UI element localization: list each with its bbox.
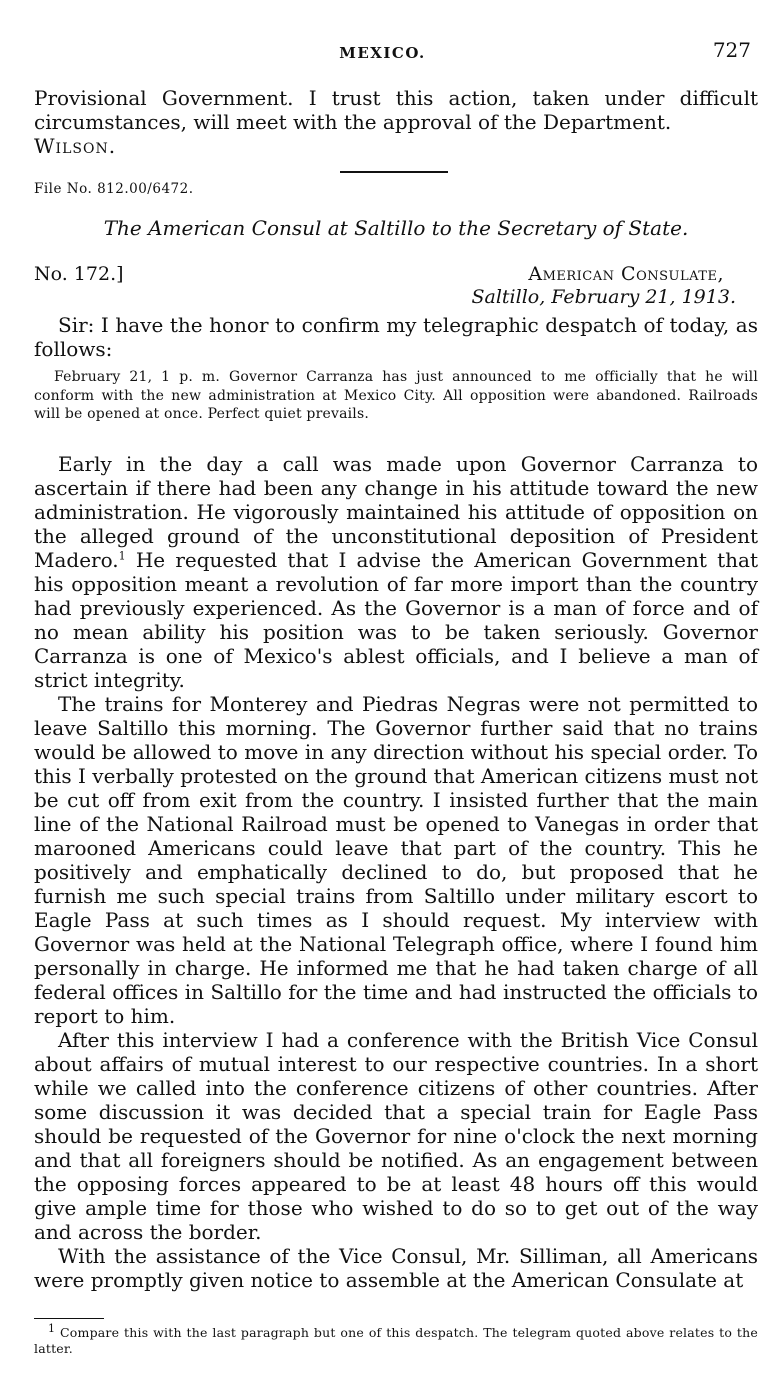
continuation-block (34, 86, 758, 158)
paragraph-1-text-b: He requested that I advise the American Government that his opposition meant a revolution of far more import than the country had previously experienced. As the Governor is a man of force and of no mean ability his position was to be taken seriously. Governor Carranza is one of Mexico's ablest officials, and I believe a man of strict integrity. (34, 548, 758, 692)
paragraph-1 (34, 452, 758, 692)
despatch-number: No. 172.] (34, 263, 124, 285)
salutation: Sir: I have the honor to confirm my telegraphic despatch of today, as follows: (34, 313, 758, 361)
telegram-text: February 21, 1 p. m. Governor Carranza has just announced to me officially that he will conform with the new administration at Mexico City. All opposition were abandoned. Railroads will be opened at once. Perfect quiet prevails. (34, 369, 758, 422)
footnote-text (34, 1321, 758, 1357)
main-text (34, 452, 758, 1292)
paragraph-4: With the assistance of the Vice Consul, Mr. Silliman, all Americans were promptly given notice to assemble at the American Consulate at (34, 1244, 758, 1292)
footnote-marker: 1 (48, 1321, 56, 1335)
paragraph-2: The trains for Monterey and Piedras Negras were not permitted to leave Saltillo this morning. The Governor further said that no trains would be allowed to move in any direction without his special order. To this I verbally protested on the ground that American citizens must not be cut off from exit from the country. I insisted further that the main line of the National Railroad must be opened to Vanegas in order that marooned Americans could leave that part of the country. This he positively and emphatically declined to do, but proposed that he furnish me such special trains from Saltillo under military escort to Eagle Pass at such times as I should request. My interview with Governor was held at the National Telegraph office, where I found him personally in charge. He informed me that he had taken charge of all federal offices in Saltillo for the time and had instructed the officials to report to him. (34, 692, 758, 1028)
footnote (34, 1321, 758, 1357)
running-head: MEXICO. (339, 44, 426, 62)
place-and-date: Saltillo, February 21, 1913. (471, 286, 736, 308)
page-number: 727 (712, 38, 751, 62)
telegram-quote (34, 368, 758, 424)
document-heading: The American Consul at Saltillo to the Secretary of State. (103, 216, 689, 240)
paragraph-1-text-a: Early in the day a call was made upon Governor Carranza to ascertain if there had been any change in his attitude toward the new administration. He vigorously maintained his attitude of opposition on the alleged ground of the unconstitutional deposition of President Madero. (34, 452, 758, 572)
page-header (0, 38, 765, 68)
signature: Wilson. (34, 134, 117, 158)
consulate-address: American Consulate, (528, 263, 724, 285)
salutation-block (34, 313, 758, 361)
footnote-reference: 1 (118, 549, 126, 563)
file-number: File No. 812.00/6472. (34, 181, 194, 197)
letter-header (34, 263, 758, 311)
footnote-divider (34, 1318, 104, 1319)
footnote-body: Compare this with the last paragraph but one of this despatch. The telegram quoted above relates to the latter. (34, 1325, 758, 1356)
section-divider (340, 171, 448, 173)
continuation-paragraph: Provisional Government. I trust this action, taken under difficult circumstances, will meet with the approval of the Department. (34, 86, 758, 134)
paragraph-3: After this interview I had a conference with the British Vice Consul about affairs of mutual interest to our respective countries. In a short while we called into the conference citizens of other countries. After some discussion it was decided that a special train for Eagle Pass should be requested of the Governor for nine o'clock the next morning and that all foreigners should be notified. As an engagement between the opposing forces appeared to be at least 48 hours off this would give ample time for those who wished to do so to get out of the way and across the border. (34, 1028, 758, 1244)
